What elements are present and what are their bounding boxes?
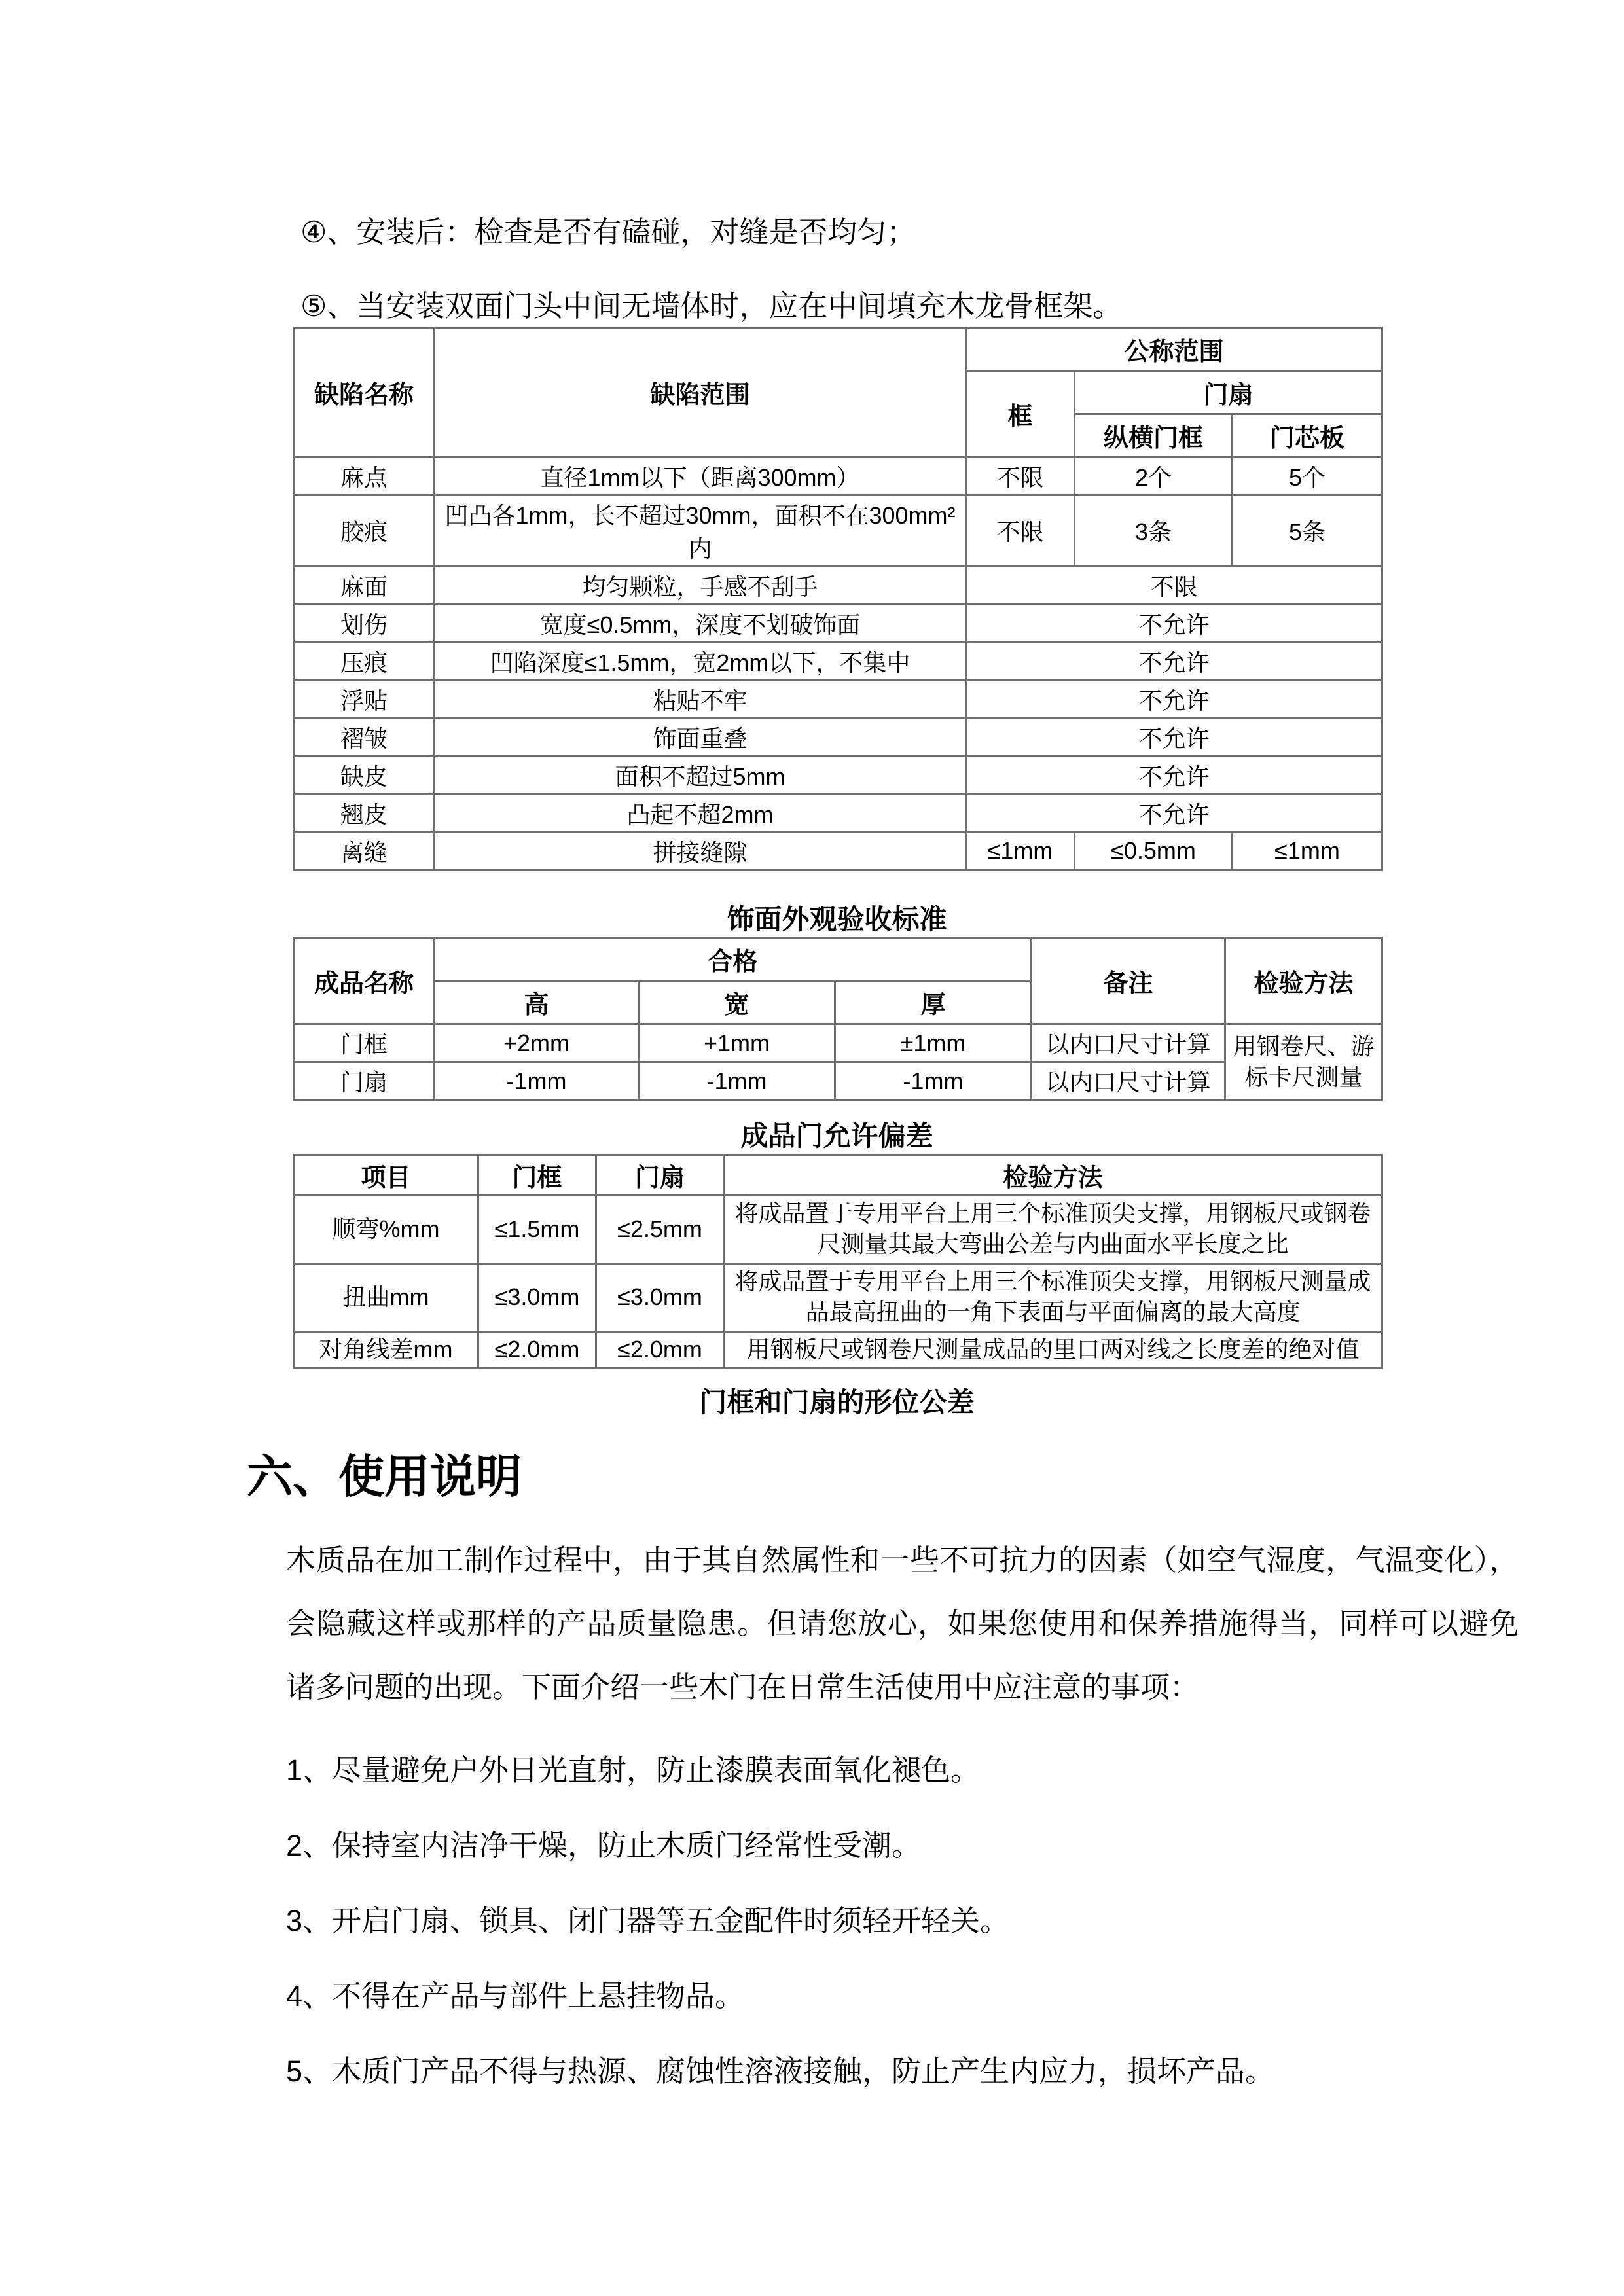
cell-leaf: ≤2.5mm (596, 1195, 724, 1263)
cell-defect-range: 面积不超过5mm (435, 756, 966, 794)
cell-defect-name: 麻面 (294, 566, 435, 604)
cell-all-ranges: 不允许 (966, 680, 1382, 718)
cell-frame: ≤3.0mm (478, 1263, 596, 1331)
cell-defect-range: 凸起不超2mm (435, 794, 966, 832)
usage-item-4: 4、不得在产品与部件上悬挂物品。 (286, 1979, 745, 2013)
header-width: 宽 (639, 981, 835, 1024)
cell-width: -1mm (639, 1062, 835, 1100)
install-step-5: ⑤、当安装双面门头中间无墙体时，应在中间填充木龙骨框架。 (300, 289, 1123, 323)
cell-method: 用钢板尺或钢卷尺测量成品的里口两对线之长度差的绝对值 (724, 1331, 1382, 1368)
usage-item-2: 2、保持室内洁净干燥，防止木质门经常性受潮。 (286, 1829, 922, 1863)
cell-leaf: ≤2.0mm (596, 1331, 724, 1368)
tolerance-table-header-row-1 (294, 938, 1382, 981)
cell-defect-name: 压痕 (294, 642, 435, 680)
cell-defect-name: 离缝 (294, 832, 435, 870)
cell-core-board: ≤1mm (1233, 832, 1382, 870)
cell-thickness: -1mm (835, 1062, 1032, 1100)
header-remark: 备注 (1032, 938, 1225, 1024)
table-row (294, 718, 1382, 756)
section-heading-usage: 六、使用说明 (247, 1451, 522, 1502)
cell-item: 扭曲mm (294, 1263, 478, 1331)
cell-vh-frame: ≤0.5mm (1075, 832, 1233, 870)
cell-all-ranges: 不允许 (966, 604, 1382, 642)
table-row (294, 1195, 1382, 1263)
header-door-leaf: 门扇 (1075, 370, 1382, 414)
cell-defect-range: 粘贴不牢 (435, 680, 966, 718)
cell-leaf: ≤3.0mm (596, 1263, 724, 1331)
cell-remark: 以内口尺寸计算 (1032, 1024, 1225, 1062)
table-row (294, 1062, 1382, 1100)
cell-all-ranges: 不允许 (966, 718, 1382, 756)
cell-defect-name: 缺皮 (294, 756, 435, 794)
cell-frame: ≤1mm (966, 832, 1075, 870)
cell-height: +2mm (435, 1024, 639, 1062)
cell-frame: ≤1.5mm (478, 1195, 596, 1263)
header-thickness: 厚 (835, 981, 1032, 1024)
usage-item-1: 1、尽量避免户外日光直射，防止漆膜表面氧化褪色。 (286, 1753, 981, 1787)
cell-defect-range: 饰面重叠 (435, 718, 966, 756)
header-core-board: 门芯板 (1233, 414, 1382, 457)
install-step-4: ④、安装后：检查是否有磕碰，对缝是否均匀； (300, 215, 916, 249)
table-row (294, 566, 1382, 604)
cell-item: 顺弯%mm (294, 1195, 478, 1263)
table-row (294, 457, 1382, 495)
cell-method: 将成品置于专用平台上用三个标准顶尖支撑，用钢板尺测量成品最高扭曲的一角下表面与平面偏离的最大高度 (724, 1263, 1382, 1331)
table-row (294, 495, 1382, 566)
usage-item-3: 3、开启门扇、锁具、闭门器等五金配件时须轻开轻关。 (286, 1904, 1010, 1938)
table-row (294, 1263, 1382, 1331)
cell-defect-range: 拼接缝隙 (435, 832, 966, 870)
geometry-table (293, 1154, 1383, 1369)
header-leaf: 门扇 (596, 1155, 724, 1195)
usage-item-5: 5、木质门产品不得与热源、腐蚀性溶液接触，防止产生内应力，损坏产品。 (286, 2054, 1275, 2089)
cell-defect-name: 胶痕 (294, 495, 435, 566)
usage-paragraph: 木质品在加工制作过程中，由于其自然属性和一些不可抗力的因素（如空气湿度，气温变化），会隐藏这样或那样的产品质量隐患。但请您放心，如果您使用和保养措施得当，同样可以避免诸多问题的出现。下面介绍一些木门在日常生活使用中应注意的事项： (286, 1543, 1519, 1704)
cell-method: 将成品置于专用平台上用三个标准顶尖支撑，用钢板尺或钢卷尺测量其最大弯曲公差与内曲面水平长度之比 (724, 1195, 1382, 1263)
header-frame: 框 (966, 370, 1075, 457)
header-defect-range: 缺陷范围 (435, 327, 966, 457)
cell-defect-name: 翘皮 (294, 794, 435, 832)
cell-frame: ≤2.0mm (478, 1331, 596, 1368)
cell-thickness: ±1mm (835, 1024, 1032, 1062)
cell-defect-name: 划伤 (294, 604, 435, 642)
cell-defect-name: 褶皱 (294, 718, 435, 756)
cell-remark: 以内口尺寸计算 (1032, 1062, 1225, 1100)
header-frame: 门框 (478, 1155, 596, 1195)
cell-product-name: 门框 (294, 1024, 435, 1062)
header-method: 检验方法 (724, 1155, 1382, 1195)
cell-all-ranges: 不允许 (966, 642, 1382, 680)
geometry-table-header-row (294, 1155, 1382, 1195)
table-row (294, 1024, 1382, 1062)
tolerance-table-caption: 成品门允许偏差 (740, 1121, 933, 1151)
cell-item: 对角线差mm (294, 1331, 478, 1368)
cell-method: 用钢卷尺、游标卡尺测量 (1225, 1024, 1382, 1100)
header-product-name: 成品名称 (294, 938, 435, 1024)
cell-height: -1mm (435, 1062, 639, 1100)
defect-table-caption: 饰面外观验收标准 (727, 903, 947, 935)
cell-defect-name: 浮贴 (294, 680, 435, 718)
defect-table (293, 327, 1383, 871)
table-row (294, 680, 1382, 718)
cell-frame: 不限 (966, 457, 1075, 495)
header-defect-name: 缺陷名称 (294, 327, 435, 457)
cell-all-ranges: 不允许 (966, 794, 1382, 832)
cell-defect-name: 麻点 (294, 457, 435, 495)
cell-defect-range: 直径1mm以下（距离300mm） (435, 457, 966, 495)
header-height: 高 (435, 981, 639, 1024)
cell-defect-range: 凹陷深度≤1.5mm，宽2mm以下，不集中 (435, 642, 966, 680)
cell-frame: 不限 (966, 495, 1075, 566)
cell-width: +1mm (639, 1024, 835, 1062)
cell-core-board: 5个 (1233, 457, 1382, 495)
header-item: 项目 (294, 1155, 478, 1195)
cell-vh-frame: 3条 (1075, 495, 1233, 566)
cell-product-name: 门扇 (294, 1062, 435, 1100)
cell-defect-range: 宽度≤0.5mm，深度不划破饰面 (435, 604, 966, 642)
cell-all-ranges: 不允许 (966, 756, 1382, 794)
cell-vh-frame: 2个 (1075, 457, 1233, 495)
cell-defect-range: 凹凸各1mm，长不超过30mm，面积不在300mm²内 (435, 495, 966, 566)
table-row (294, 604, 1382, 642)
cell-defect-range: 均匀颗粒，手感不刮手 (435, 566, 966, 604)
defect-table-header-row-1 (294, 327, 1382, 370)
table-row (294, 794, 1382, 832)
tolerance-table (293, 937, 1383, 1101)
table-row (294, 832, 1382, 870)
cell-core-board: 5条 (1233, 495, 1382, 566)
table-row (294, 642, 1382, 680)
header-vh-frame: 纵横门框 (1075, 414, 1233, 457)
header-method: 检验方法 (1225, 938, 1382, 1024)
header-nominal-range: 公称范围 (966, 327, 1382, 370)
geometry-table-caption: 门框和门扇的形位公差 (699, 1386, 975, 1418)
cell-all-ranges: 不限 (966, 566, 1382, 604)
table-row (294, 756, 1382, 794)
table-row (294, 1331, 1382, 1368)
header-qualified: 合格 (435, 938, 1032, 981)
